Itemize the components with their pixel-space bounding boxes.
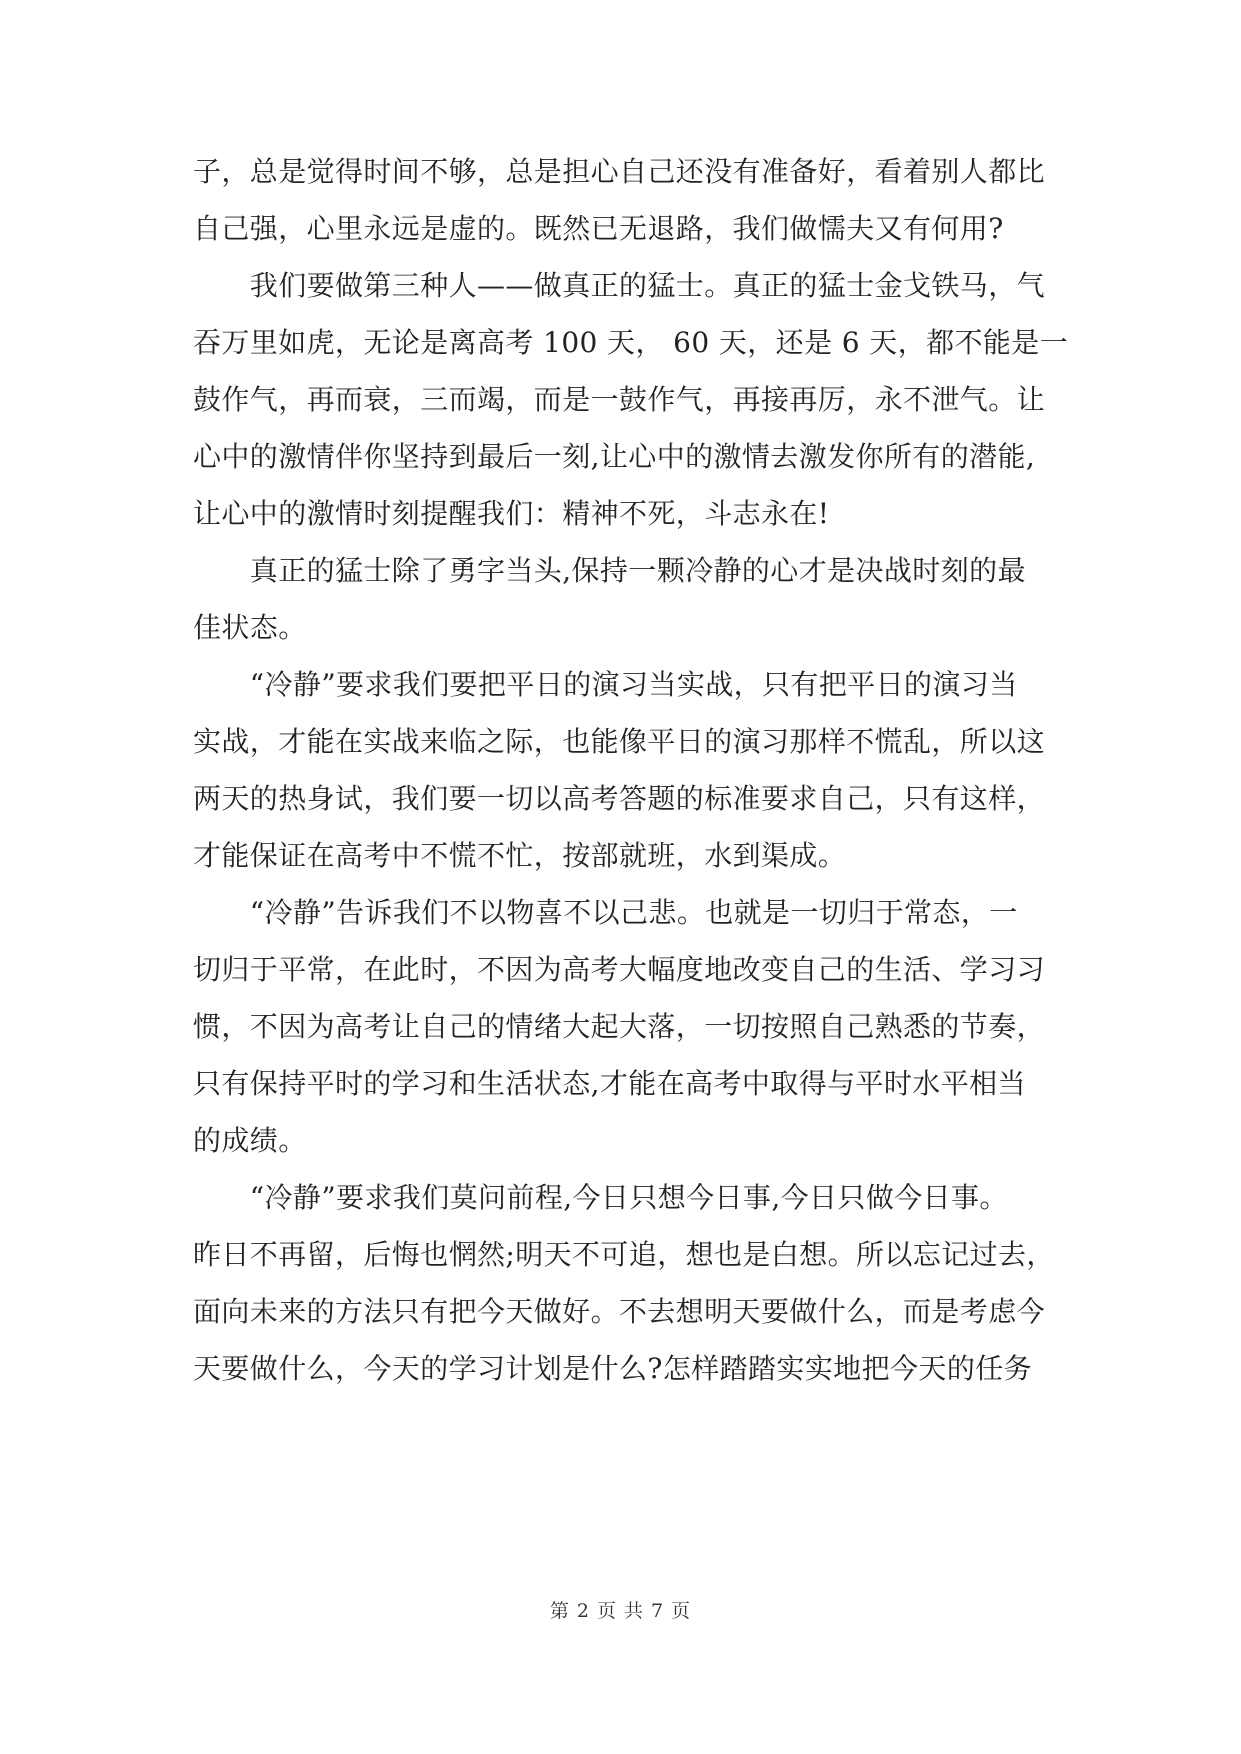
- text-line: 真正的猛士除了勇字当头,保持一颗冷静的心才是决战时刻的最: [193, 554, 1026, 587]
- text-line: “冷静”告诉我们不以物喜不以己悲。也就是一切归于常态，一: [193, 896, 1018, 929]
- text-line: 才能保证在高考中不慌不忙，按部就班，水到渠成。: [193, 839, 847, 872]
- text-line: 惯，不因为高考让自己的情绪大起大落，一切按照自己熟悉的节奏，: [193, 1010, 1046, 1043]
- text-line: 只有保持平时的学习和生活状态,才能在高考中取得与平时水平相当: [193, 1067, 1026, 1100]
- page-footer: 第 2 页 共 7 页: [549, 1600, 692, 1622]
- text-line: 吞万里如虎，无论是离高考 100 天， 60 天，还是 6 天，都不能是一: [193, 326, 1069, 359]
- text-line: “冷静”要求我们要把平日的演习当实战，只有把平日的演习当: [193, 668, 1018, 701]
- text-line: 实战，才能在实战来临之际，也能像平日的演习那样不慌乱，所以这: [193, 725, 1046, 758]
- text-line: 的成绩。: [193, 1124, 307, 1157]
- text-line: 自己强，心里永远是虚的。既然已无退路，我们做懦夫又有何用?: [193, 212, 1004, 245]
- text-line: 让心中的激情时刻提醒我们：精神不死，斗志永在!: [193, 497, 830, 530]
- text-line: “冷静”要求我们莫问前程,今日只想今日事,今日只做今日事。: [193, 1181, 1008, 1214]
- text-line: 面向未来的方法只有把今天做好。不去想明天要做什么，而是考虑今: [193, 1295, 1046, 1328]
- text-line: 鼓作气，再而衰，三而竭，而是一鼓作气，再接再厉，永不泄气。让: [193, 383, 1046, 416]
- text-line: 心中的激情伴你坚持到最后一刻,让心中的激情去激发你所有的潜能,: [193, 440, 1036, 473]
- text-line: 佳状态。: [193, 611, 307, 644]
- text-line: 昨日不再留，后悔也惘然;明天不可追，想也是白想。所以忘记过去，: [193, 1238, 1055, 1271]
- text-line: 两天的热身试，我们要一切以高考答题的标准要求自己，只有这样，: [193, 782, 1046, 815]
- text-line: 天要做什么，今天的学习计划是什么?怎样踏踏实实地把今天的任务: [193, 1352, 1033, 1385]
- text-line: 切归于平常，在此时，不因为高考大幅度地改变自己的生活、学习习: [193, 953, 1046, 986]
- text-line: 我们要做第三种人——做真正的猛士。真正的猛士金戈铁马，气: [193, 269, 1046, 302]
- text-line: 子，总是觉得时间不够，总是担心自己还没有准备好，看着别人都比: [193, 155, 1046, 188]
